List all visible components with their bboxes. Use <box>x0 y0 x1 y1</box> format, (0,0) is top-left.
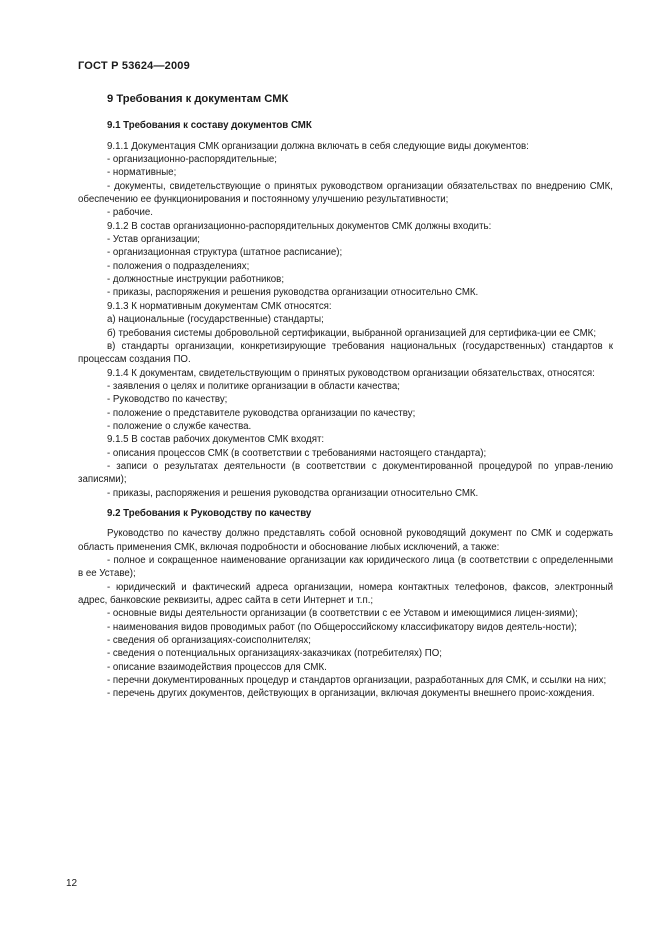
list-item: - Руководство по качеству; <box>107 394 228 406</box>
subsection-heading-9-2: 9.2 Требования к Руководству по качеству <box>107 507 312 519</box>
list-item: б) требования системы добровольной сертификации, выбранной организацией для сертифика-ции ее СМК; <box>107 327 597 339</box>
list-item: - заявления о целях и политике организации в области качества; <box>107 380 400 392</box>
list-item: - описания процессов СМК (в соответствии с требованиями настоящего стандарта); <box>107 447 487 459</box>
subsection-heading-9-1: 9.1 Требования к составу документов СМК <box>107 120 312 132</box>
list-item: а) национальные (государственные) стандарты; <box>107 314 324 326</box>
list-item: - основные виды деятельности организации (в соответствии с ее Уставом и имеющимися лицен-зиями); <box>107 608 578 620</box>
list-item: - приказы, распоряжения и решения руководства организации относительно СМК. <box>107 287 479 299</box>
list-item: - описание взаимодействия процессов для СМК. <box>107 661 327 673</box>
list-item: - организационная структура (штатное расписание); <box>107 247 343 259</box>
list-item: - положение о службе качества. <box>107 420 252 432</box>
list-item: - перечень других документов, действующих в организации, включая документы внешнего проис-хождения. <box>107 688 595 700</box>
section-heading: 9 Требования к документам СМК <box>107 93 289 105</box>
list-item: - сведения об организациях-соисполнителях; <box>107 635 311 647</box>
paragraph: 9.1.2 В состав организационно-распорядительных документов СМК должны входить: <box>107 220 492 232</box>
list-item: - записи о результатах деятельности (в соответствии с документированной процедурой по управ-лению записями); <box>78 460 613 486</box>
list-item: - полное и сокращенное наименование организации как юридического лица (в соответствии с определенными в ее Уставе); <box>78 555 613 580</box>
list-item: - нормативные; <box>107 167 177 179</box>
list-item: - наименования видов проводимых работ (по Общероссийскому классификатору видов деятель-ности); <box>107 621 577 633</box>
list-item: - должностные инструкции работников; <box>107 274 285 286</box>
list-item: - перечни документированных процедур и стандартов организации, разработанных для СМК, и ссылки на них; <box>107 675 607 687</box>
paragraph: 9.1.5 В состав рабочих документов СМК входят: <box>107 434 325 446</box>
list-item: в) стандарты организации, конкретизирующие требования национальных (государственных) стандартов к процессам создания ПО. <box>78 340 613 366</box>
page-content <box>78 93 613 701</box>
list-item: - положения о подразделениях; <box>107 260 250 272</box>
list-item: - рабочие. <box>107 207 153 219</box>
paragraph: Руководство по качеству должно представлять собой основной руководящий документ по СМК и содержать область применения СМК, включая подробности и обоснование любых исключений, а также: <box>78 528 613 553</box>
paragraph: 9.1.3 К нормативным документам СМК относятся: <box>107 300 332 312</box>
list-item: - документы, свидетельствующие о принятых руководством организации обязательствах по внедрению СМК, обеспечению ее функционирования и постоянному улучшению результативности; <box>78 180 613 206</box>
standard-header: ГОСТ Р 53624—2009 <box>78 60 190 72</box>
paragraph: 9.1.1 Документация СМК организации должна включать в себя следующие виды документов: <box>107 140 529 152</box>
list-item: - юридический и фактический адреса организации, номера контактных телефонов, факсов, электронный адрес, банковские реквизиты, адрес сайта в сети Интернет и т.п.; <box>78 581 613 607</box>
list-item: - Устав организации; <box>107 234 200 246</box>
list-item: - приказы, распоряжения и решения руководства организации относительно СМК. <box>107 487 479 499</box>
paragraph: 9.1.4 К документам, свидетельствующим о принятых руководством организации обязательствах, относятся: <box>107 367 595 379</box>
list-item: - организационно-распорядительные; <box>107 154 277 166</box>
list-item: - сведения о потенциальных организациях-заказчиках (потребителях) ПО; <box>107 648 442 660</box>
page-number: 12 <box>66 878 78 889</box>
list-item: - положение о представителе руководства организации по качеству; <box>107 407 416 419</box>
